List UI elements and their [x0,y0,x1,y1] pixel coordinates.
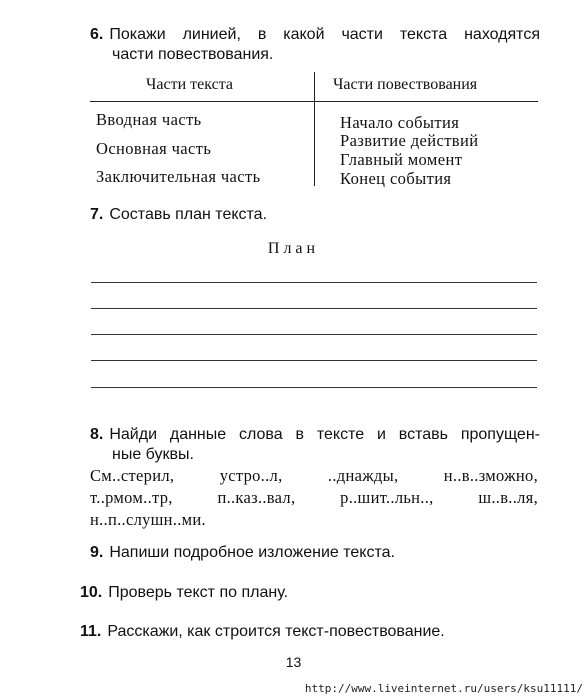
task-6 [90,25,540,65]
task-8 [90,425,540,465]
writing-line [91,334,537,335]
task-7-number: 7. [90,206,104,223]
writing-line [91,387,537,388]
right-cell-start: Начало события [340,113,460,132]
task-8-text-1: Найди данные слова в тексте и вставь пропущен- [109,426,540,443]
task-9-number: 9. [90,544,104,561]
task-6-number: 6. [90,26,104,43]
task-7 [90,205,267,225]
table-header-left: Части текста [146,76,234,93]
writing-line [91,360,537,361]
left-cell-conclusion: Заключительная часть [96,167,261,186]
task-8-line-1 [90,425,540,445]
task-8-words [90,465,538,531]
left-cell-intro: Вводная часть [96,110,202,129]
task-6-text-1: Покажи линией, в какой части текста находятся [109,26,540,43]
right-cell-development: Развитие действий [340,131,479,150]
task-8-number: 8. [90,426,104,443]
task-11-number: 11. [80,623,102,640]
writing-line [91,282,537,283]
writing-line [91,308,537,309]
task-6-line-1 [90,25,540,45]
right-cell-climax: Главный момент [340,150,463,169]
task-11-text: Расскажи, как строится текст-повествование. [107,623,445,640]
words-line-3: н..п..слушн..ми. [90,510,206,529]
task-10-text: Проверь текст по плану. [108,584,289,601]
left-cell-main: Основная часть [96,139,212,158]
table-divider-vertical [314,72,315,186]
task-6-text-2: части повествования. [112,46,274,63]
words-line-1: См..стерил, устро..л, ..днажды, н..в..зможно, [90,466,538,485]
page-number: 13 [285,654,302,670]
task-7-text: Составь план текста. [109,206,268,223]
table-header-right: Части повествования [333,76,478,93]
task-8-text-2: ные буквы. [112,446,194,463]
task-9 [90,543,395,563]
watermark-url[interactable]: http://www.liveinternet.ru/users/ksu11111/ [304,682,583,695]
task-10 [80,583,288,603]
plan-title: План [267,240,320,257]
right-cell-end: Конец события [340,169,452,188]
words-line-2: т..рмом..тр, п..каз..вал, р..шит..льн.., ш..в..ля, [90,488,538,507]
task-11 [80,622,445,642]
task-9-text: Напиши подробное изложение текста. [109,544,395,561]
task-10-number: 10. [80,584,103,601]
